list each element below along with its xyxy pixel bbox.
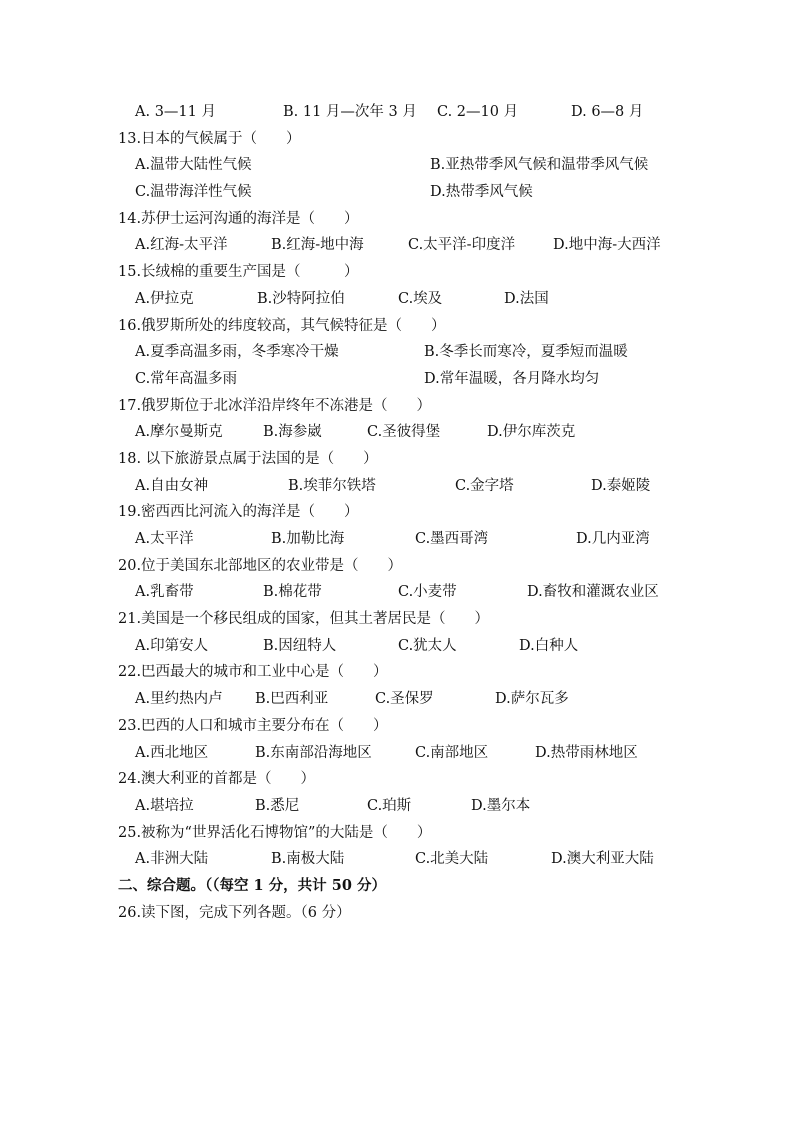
answer-option: B.冬季长而寒冷，夏季短而温暖 [424, 344, 628, 361]
answer-option: C.珀斯 [367, 797, 412, 814]
options-row [0, 523, 794, 550]
options-row [0, 470, 794, 497]
options-row [0, 149, 794, 176]
question-text: 21.美国是一个移民组成的国家，但其土著居民是（ ） [118, 611, 490, 628]
answer-option: D.地中海-大西洋 [553, 237, 661, 254]
question-row [0, 443, 794, 470]
answer-option: A.温带大陆性气候 [135, 157, 252, 174]
answer-option: A.自由女神 [135, 477, 209, 494]
answer-option: D.几内亚湾 [576, 531, 650, 547]
options-row [0, 363, 794, 390]
options-row [0, 96, 794, 123]
answer-option: C.常年高温多雨 [135, 370, 238, 387]
options-row [0, 416, 794, 443]
question-row [0, 203, 794, 230]
question-row [0, 897, 794, 924]
answer-option: D.畜牧和灌溉农业区 [527, 584, 659, 601]
answer-option: B.悉尼 [255, 797, 300, 814]
answer-option: C.圣彼得堡 [367, 424, 441, 441]
answer-option: A.红海-太平洋 [135, 237, 228, 254]
section-heading-row [0, 870, 794, 897]
answer-option: B.因纽特人 [263, 637, 337, 654]
question-text: 16.俄罗斯所处的纬度较高，其气候特征是（ ） [118, 317, 446, 334]
options-row [0, 176, 794, 203]
section-heading: 二、综合题。（（每空 1 分，共计 50 分） [118, 876, 386, 894]
answer-option: D.白种人 [519, 637, 579, 654]
answer-option: D.热带雨林地区 [535, 744, 638, 761]
options-row [0, 336, 794, 363]
question-text: 17.俄罗斯位于北冰洋沿岸终年不冻港是（ ） [118, 397, 432, 414]
question-text: 18. 以下旅游景点属于法国的是（ ） [118, 450, 378, 467]
answer-option: A.夏季高温多雨，冬季寒冷干燥 [135, 344, 339, 361]
answer-option: B. 11 月—次年 3 月 [283, 104, 417, 120]
answer-option: B.沙特阿拉伯 [257, 290, 345, 307]
answer-option: B.亚热带季风气候和温带季风气候 [430, 157, 649, 174]
options-row [0, 683, 794, 710]
options-row [0, 229, 794, 256]
answer-option: D. 6—8 月 [571, 104, 644, 120]
question-row [0, 656, 794, 683]
answer-option: D.伊尔库茨克 [487, 424, 576, 441]
answer-option: A.西北地区 [135, 744, 209, 761]
answer-option: A.里约热内卢 [135, 691, 223, 708]
options-row [0, 843, 794, 870]
answer-option: A.印第安人 [135, 637, 209, 654]
question-text: 25.被称为“世界活化石博物馆”的大陆是（ ） [118, 824, 432, 841]
question-row [0, 123, 794, 150]
answer-option: B.南极大陆 [271, 851, 345, 868]
answer-option: D.墨尔本 [471, 797, 531, 814]
answer-option: C. 2—10 月 [437, 104, 519, 120]
answer-option: A.非洲大陆 [135, 851, 209, 868]
exam-page [0, 96, 794, 923]
answer-option: A. 3—11 月 [135, 104, 216, 120]
answer-option: B.加勒比海 [271, 531, 345, 547]
answer-option: B.巴西利亚 [255, 691, 329, 708]
question-row [0, 310, 794, 337]
answer-option: C.温带海洋性气候 [135, 184, 252, 201]
answer-option: B.红海-地中海 [271, 237, 364, 254]
answer-option: A.摩尔曼斯克 [135, 424, 223, 441]
answer-option: D.泰姬陵 [591, 477, 651, 494]
answer-option: C.太平洋-印度洋 [408, 237, 516, 254]
answer-option: B.海参崴 [263, 424, 322, 441]
answer-option: C.埃及 [398, 290, 443, 307]
question-row [0, 710, 794, 737]
options-row [0, 576, 794, 603]
question-row [0, 550, 794, 577]
question-text: 13.日本的气候属于（ ） [118, 130, 301, 147]
answer-option: D.常年温暖，各月降水均匀 [424, 370, 600, 387]
answer-option: A.乳畜带 [135, 584, 194, 601]
answer-option: B.棉花带 [263, 584, 322, 601]
question-text: 14.苏伊士运河沟通的海洋是（ ） [118, 210, 359, 227]
answer-option: D.萨尔瓦多 [495, 691, 569, 708]
answer-option: D.法国 [504, 290, 549, 307]
answer-option: C.北美大陆 [415, 851, 489, 868]
answer-option: B.东南部沿海地区 [255, 744, 372, 761]
answer-option: D.热带季风气候 [430, 184, 533, 201]
question-text: 20.位于美国东北部地区的农业带是（ ） [118, 557, 403, 574]
question-row [0, 763, 794, 790]
question-text: 26.读下图，完成下列各题。（6 分） [118, 904, 351, 921]
answer-option: C.小麦带 [398, 584, 457, 601]
answer-option: D.澳大利亚大陆 [551, 851, 654, 868]
question-row [0, 817, 794, 844]
answer-option: C.南部地区 [415, 744, 489, 761]
question-text: 19.密西西比河流入的海洋是（ ） [118, 504, 359, 521]
answer-option: C.墨西哥湾 [415, 531, 489, 547]
question-row [0, 390, 794, 417]
answer-option: A.堪培拉 [135, 797, 194, 814]
answer-option: C.金字塔 [455, 477, 514, 494]
options-row [0, 737, 794, 764]
answer-option: C.圣保罗 [375, 691, 434, 708]
question-row [0, 496, 794, 523]
question-text: 22.巴西最大的城市和工业中心是（ ） [118, 664, 388, 681]
answer-option: A.伊拉克 [135, 290, 194, 307]
question-text: 23.巴西的人口和城市主要分布在（ ） [118, 717, 388, 734]
answer-option: C.犹太人 [398, 637, 457, 654]
answer-option: B.埃菲尔铁塔 [288, 477, 376, 494]
question-row [0, 256, 794, 283]
question-text: 24.澳大利亚的首都是（ ） [118, 771, 316, 788]
answer-option: A.太平洋 [135, 531, 194, 547]
options-row [0, 283, 794, 310]
options-row [0, 630, 794, 657]
question-row [0, 603, 794, 630]
options-row [0, 790, 794, 817]
question-text: 15.长绒棉的重要生产国是（ ） [118, 264, 359, 281]
